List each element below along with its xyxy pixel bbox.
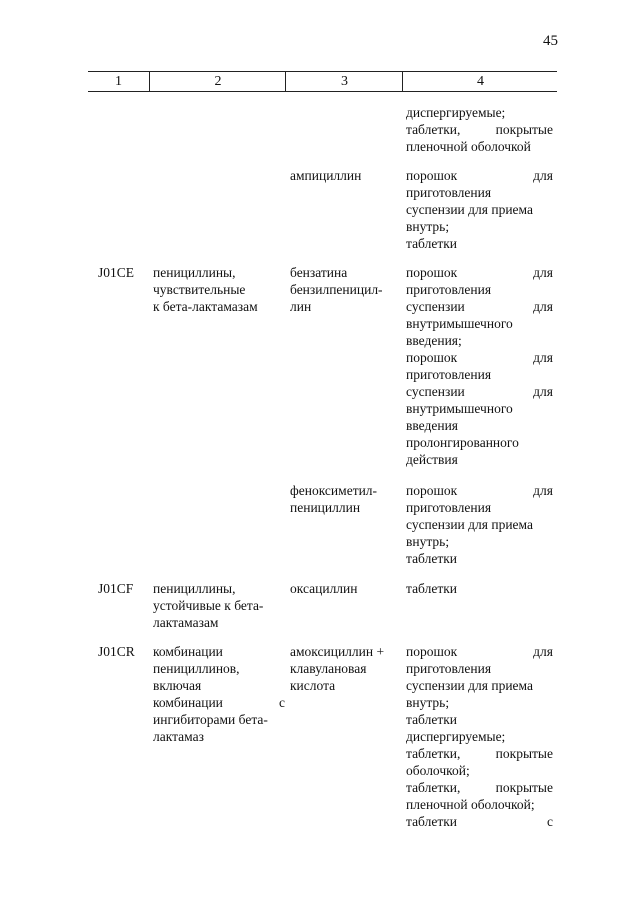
cell-line: пенициллин <box>290 500 361 515</box>
cell-line: приготовления <box>406 185 492 200</box>
cell-word: таблетки <box>406 814 458 829</box>
cell-line: клавулановая <box>290 661 367 676</box>
cell-line: внутримышечного <box>406 316 513 331</box>
cell-line: оксациллин <box>290 581 358 596</box>
cell-word: для <box>533 483 553 498</box>
cell-line: суспензии для приема <box>406 202 533 217</box>
cell-word: порошок <box>406 350 458 365</box>
cell-word: суспензии <box>406 299 465 314</box>
cell-line: амоксициллин + <box>290 644 385 659</box>
cell-line: внутрь; <box>406 534 450 549</box>
cell-line: ингибиторами бета- <box>153 712 268 727</box>
cell-line: пенициллины, <box>153 581 236 596</box>
cell-line <box>406 813 553 830</box>
cell-line: диспергируемые; <box>406 105 506 120</box>
cell-line: комбинации <box>153 644 223 659</box>
cell-word: для <box>533 350 553 365</box>
cell-line: J01CE <box>98 265 135 280</box>
group-j01ce <box>153 264 285 315</box>
cell-line: действия <box>406 452 458 467</box>
cell-line: приготовления <box>406 282 492 297</box>
cell-line <box>406 643 553 660</box>
cell-line: лактамазам <box>153 615 219 630</box>
cell-word: для <box>533 644 553 659</box>
cell-word: порошок <box>406 644 458 659</box>
drug-name-phenoxymethyl <box>290 482 402 516</box>
cell-word: комбинации <box>153 695 223 710</box>
drug-name-ampicillin <box>290 167 402 184</box>
table-header-row <box>88 71 557 92</box>
cell-line: суспензии для приема <box>406 517 533 532</box>
cell-word: таблетки, <box>406 122 461 137</box>
cell-word: с <box>547 814 553 829</box>
cell-word: для <box>533 384 553 399</box>
cell-line <box>406 298 553 315</box>
cell-line: таблетки <box>406 581 458 596</box>
cell-line: лактамаз <box>153 729 204 744</box>
cell-line: приготовления <box>406 500 492 515</box>
forms-amoxicillin-clavulanate <box>406 643 553 830</box>
cell-line: феноксиметил- <box>290 483 378 498</box>
cell-word: покрытые <box>495 780 553 795</box>
cell-line: ампициллин <box>290 168 362 183</box>
cell-line: введения; <box>406 333 462 348</box>
cell-line: приготовления <box>406 661 492 676</box>
cell-word: порошок <box>406 265 458 280</box>
cell-word: таблетки, <box>406 746 461 761</box>
cell-line: внутрь; <box>406 219 450 234</box>
cell-line: диспергируемые; <box>406 729 506 744</box>
cell-line: лин <box>290 299 312 314</box>
cell-line: оболочкой; <box>406 763 470 778</box>
forms-benzathine <box>406 264 553 468</box>
cell-line: бензатина <box>290 265 348 280</box>
cell-word: с <box>279 695 285 710</box>
row-continuation-forms <box>406 104 553 155</box>
drug-name-oxacillin <box>290 580 402 597</box>
header-col-3: 3 <box>285 72 403 91</box>
drug-name-amoxicillin-clavulanate <box>290 643 402 694</box>
cell-line: J01CF <box>98 581 134 596</box>
group-j01cr <box>153 643 285 745</box>
cell-line: чувствительные <box>153 282 246 297</box>
cell-word: покрытые <box>495 746 553 761</box>
atc-code-j01cf <box>98 580 148 597</box>
cell-line: J01CR <box>98 644 135 659</box>
cell-line: к бета-лактамазам <box>153 299 258 314</box>
forms-phenoxymethyl <box>406 482 553 567</box>
cell-line <box>406 745 553 762</box>
cell-line: включая <box>153 678 202 693</box>
cell-word: таблетки, <box>406 780 461 795</box>
cell-line: пленочной оболочкой; <box>406 797 535 812</box>
cell-line <box>406 383 553 400</box>
header-col-2: 2 <box>149 72 286 91</box>
drug-name-benzathine <box>290 264 402 315</box>
forms-ampicillin <box>406 167 553 252</box>
cell-line: внутрь; <box>406 695 450 710</box>
cell-word: порошок <box>406 168 458 183</box>
cell-line: введения <box>406 418 459 433</box>
cell-line: пленочной оболочкой <box>406 139 531 154</box>
cell-line: таблетки <box>406 551 458 566</box>
cell-word: порошок <box>406 483 458 498</box>
header-col-4: 4 <box>402 72 558 91</box>
cell-line <box>406 167 553 184</box>
cell-line: таблетки <box>406 236 458 251</box>
cell-line: приготовления <box>406 367 492 382</box>
cell-line <box>406 779 553 796</box>
cell-word: для <box>533 299 553 314</box>
cell-line <box>406 482 553 499</box>
cell-line: устойчивые к бета- <box>153 598 264 613</box>
cell-line: пенициллинов, <box>153 661 240 676</box>
forms-oxacillin <box>406 580 553 597</box>
cell-line: пенициллины, <box>153 265 236 280</box>
atc-code-j01cr <box>98 643 148 660</box>
page-number: 45 <box>543 33 558 49</box>
cell-word: суспензии <box>406 384 465 399</box>
cell-line: пролонгированного <box>406 435 519 450</box>
cell-line: суспензии для приема <box>406 678 533 693</box>
header-col-1: 1 <box>115 74 122 89</box>
atc-code-j01ce <box>98 264 148 281</box>
group-j01cf <box>153 580 285 631</box>
cell-line: таблетки <box>406 712 458 727</box>
cell-line <box>406 349 553 366</box>
cell-line: внутримышечного <box>406 401 513 416</box>
cell-line <box>406 121 553 138</box>
cell-line: бензилпеницил- <box>290 282 383 297</box>
cell-line: кислота <box>290 678 336 693</box>
cell-word: для <box>533 168 553 183</box>
cell-word: для <box>533 265 553 280</box>
cell-word: покрытые <box>495 122 553 137</box>
cell-line <box>153 694 285 711</box>
cell-line <box>406 264 553 281</box>
